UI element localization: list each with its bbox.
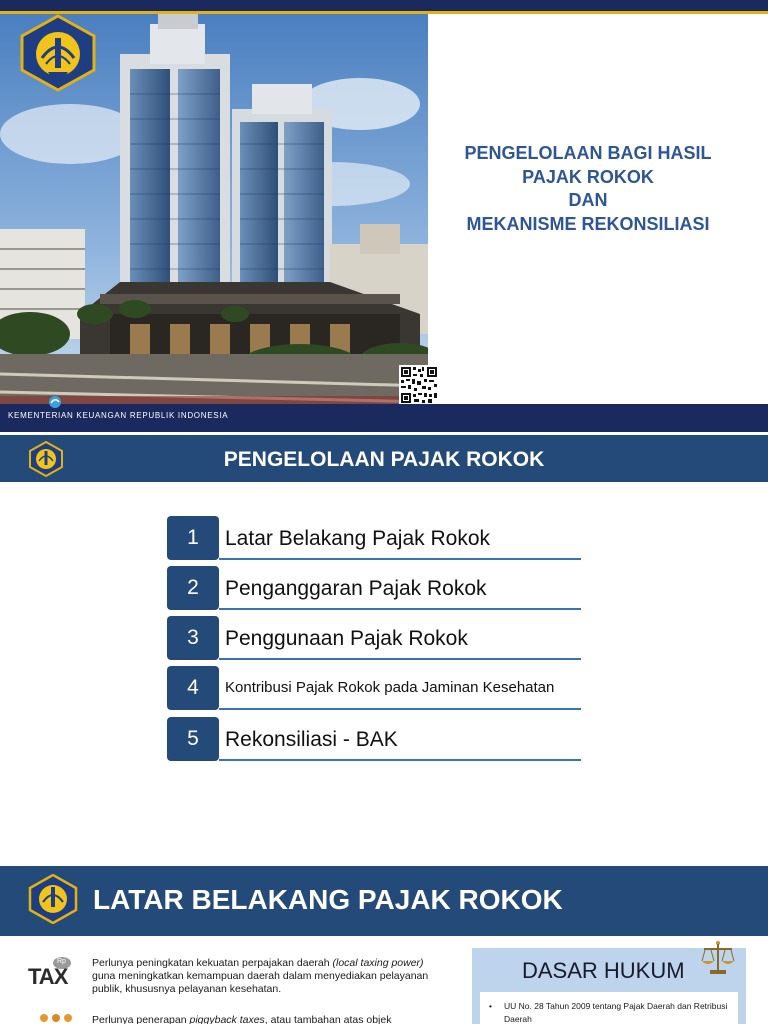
agenda-item-label: Rekonsiliasi - BAK bbox=[225, 728, 398, 751]
coin-label: Rp bbox=[57, 958, 66, 965]
agenda-item bbox=[167, 516, 583, 562]
point-text: Perlunya peningkatan kekuatan perpajakan daerah bbox=[92, 957, 333, 969]
people-icon bbox=[36, 1012, 76, 1024]
agenda-item bbox=[167, 566, 583, 612]
agenda-item-label: Penggunaan Pajak Rokok bbox=[225, 627, 468, 650]
legal-basis-panel bbox=[472, 948, 746, 1024]
agenda-item-number: 4 bbox=[167, 666, 219, 710]
cover-title-line: PENGELOLAAN BAGI HASIL bbox=[464, 143, 712, 163]
slide-agenda bbox=[0, 432, 768, 864]
agenda-item-number: 3 bbox=[167, 616, 219, 660]
point-emphasis: (local taxing power) bbox=[332, 957, 424, 969]
background-point-1 bbox=[92, 957, 432, 996]
slide-background bbox=[0, 864, 768, 1024]
point-text: guna meningkatkan kemampuan daerah dalam menyediakan pelayanan publik, khususnya pelayanan kesehatan. bbox=[92, 970, 429, 995]
agenda-item-label: Kontribusi Pajak Rokok pada Jaminan Kesehatan bbox=[225, 679, 555, 696]
background-title: LATAR BELAKANG PAJAK ROKOK bbox=[93, 884, 563, 915]
agenda-item-underline bbox=[219, 708, 581, 710]
cover-title-line: PAJAK ROKOK bbox=[522, 166, 654, 187]
tax-word: TAX bbox=[28, 964, 68, 989]
legal-basis-list bbox=[480, 992, 738, 1024]
agenda-item-underline bbox=[219, 658, 581, 660]
cover-title-line: DAN bbox=[568, 190, 608, 210]
agenda-item bbox=[167, 717, 583, 763]
legal-basis-item-text: • UU No. 28 Tahun 2009 tentang Pajak Daerah dan Retribusi Daerah bbox=[504, 1001, 728, 1024]
small-logo-icon bbox=[48, 395, 62, 409]
point-text: , atau tambahan atas objek bbox=[264, 1014, 392, 1024]
agenda-item-label: Latar Belakang Pajak Rokok bbox=[225, 527, 490, 550]
agenda-item-label: Penganggaran Pajak Rokok bbox=[225, 577, 487, 600]
agenda-header bbox=[0, 435, 768, 482]
kemenkeu-emblem-icon bbox=[18, 14, 98, 92]
top-bar bbox=[0, 0, 768, 11]
legal-basis-title: DASAR HUKUM bbox=[522, 958, 685, 983]
cover-title bbox=[440, 142, 736, 236]
qr-code-icon bbox=[399, 365, 439, 405]
agenda-title: PENGELOLAAN PAJAK ROKOK bbox=[223, 448, 545, 471]
agenda-item-number: 2 bbox=[167, 566, 219, 610]
point-text: Perlunya penerapan bbox=[92, 1014, 190, 1024]
kemenkeu-emblem-icon bbox=[28, 874, 78, 924]
agenda-item bbox=[167, 666, 583, 712]
cover-title-line: MEKANISME REKONSILIASI bbox=[466, 213, 710, 234]
agenda-item-number: 5 bbox=[167, 717, 219, 761]
point-emphasis: piggyback taxes bbox=[189, 1014, 265, 1024]
agenda-item-underline bbox=[219, 759, 581, 761]
agenda-item-underline bbox=[219, 608, 581, 610]
agenda-item-number: 1 bbox=[167, 516, 219, 560]
agenda-item-underline bbox=[219, 558, 581, 560]
background-point-2 bbox=[92, 1014, 432, 1024]
legal-basis-item bbox=[490, 1000, 734, 1024]
agenda-item bbox=[167, 616, 583, 662]
scales-of-justice-icon bbox=[698, 939, 738, 979]
slide-cover bbox=[0, 0, 768, 432]
tax-icon bbox=[28, 956, 80, 992]
background-header bbox=[0, 866, 768, 936]
cover-footer bbox=[0, 404, 768, 432]
ministry-name: KEMENTERIAN KEUANGAN REPUBLIK INDONESIA bbox=[8, 411, 229, 420]
